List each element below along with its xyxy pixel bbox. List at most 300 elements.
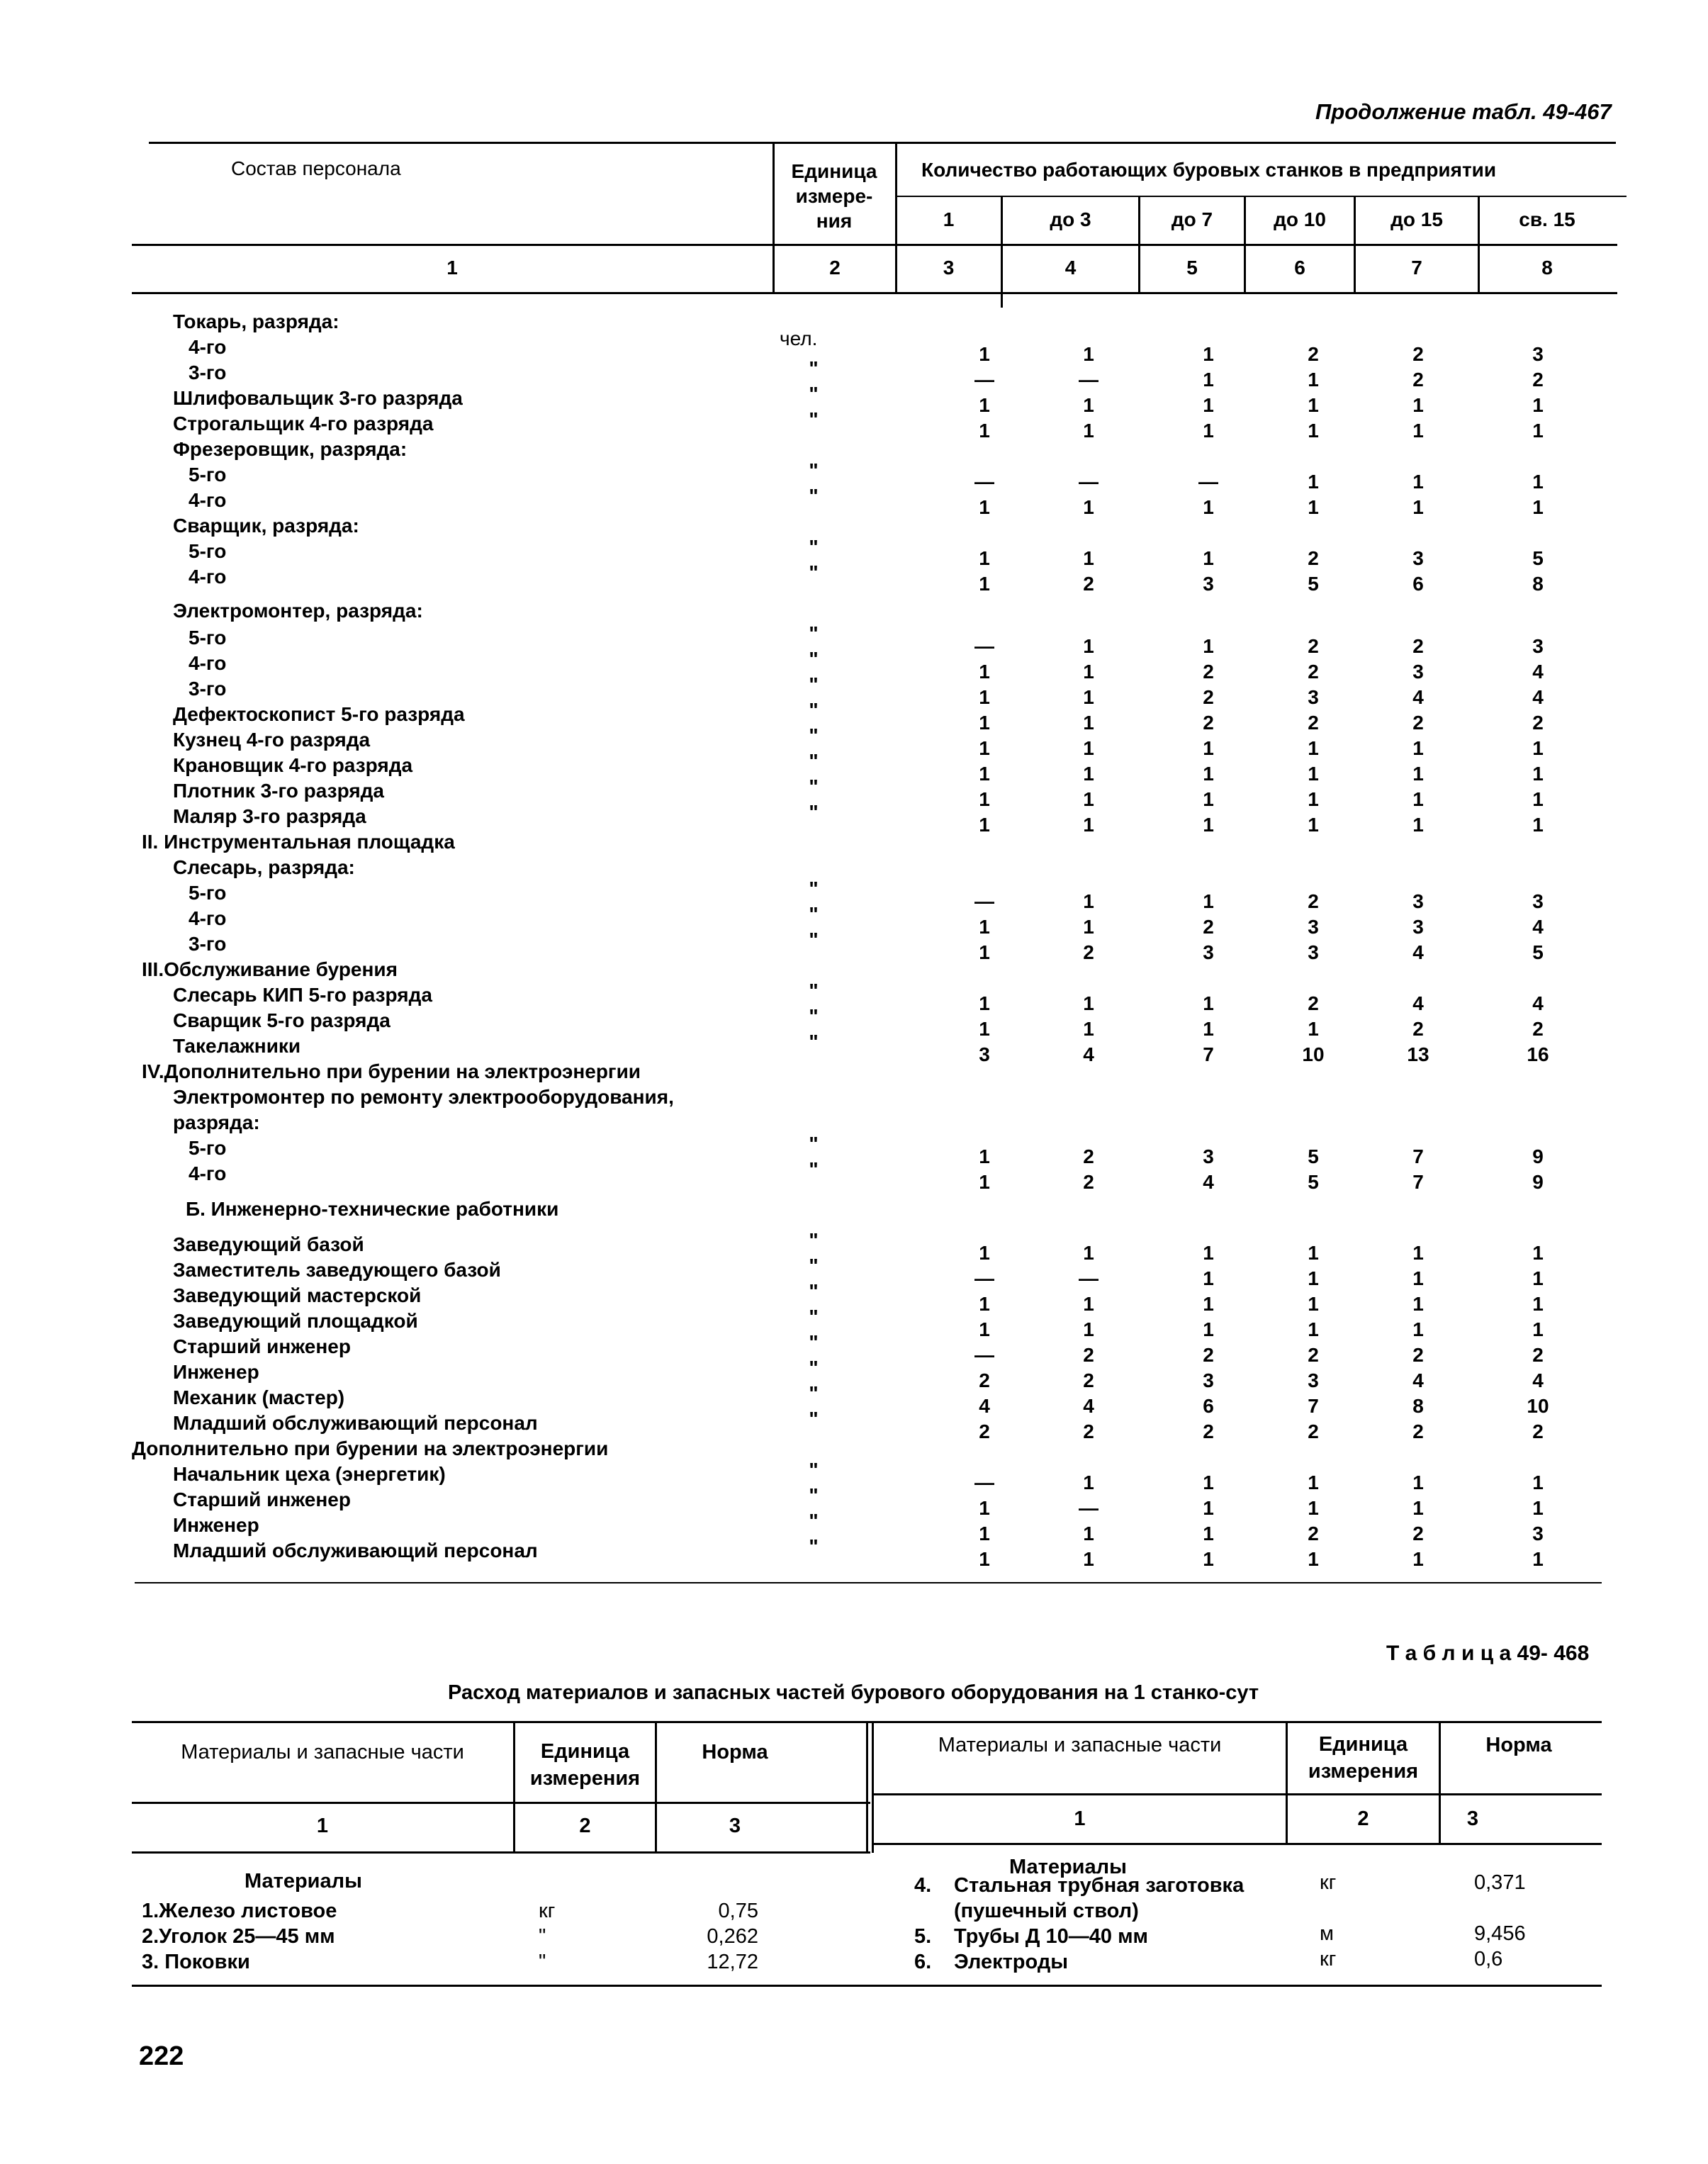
- cell-value: 4: [1412, 992, 1424, 1014]
- row-unit: ": [809, 1484, 819, 1506]
- table2-left-header-rule: [132, 1802, 870, 1804]
- table-row: [0, 750, 1708, 785]
- table-row: [0, 1331, 1708, 1366]
- cell-value: 1: [1532, 420, 1544, 442]
- row-label: разряда:: [173, 1111, 260, 1133]
- row-unit: ": [809, 1382, 819, 1404]
- cell-value: 1: [1308, 1548, 1319, 1570]
- row-unit: ": [809, 408, 819, 430]
- t2-left-number-3: 3: [729, 1815, 741, 1837]
- row-unit: чел.: [780, 327, 818, 349]
- row-label: Строгальщик 4-го разряда: [173, 413, 434, 435]
- table2-right-header-rule: [873, 1793, 1602, 1795]
- cell-value: 1: [1532, 471, 1544, 493]
- page-number: 222: [139, 2041, 184, 2071]
- cell-value: 4: [1203, 1171, 1214, 1193]
- cell-value: 1: [979, 1145, 990, 1167]
- cell-value: 1: [1203, 369, 1214, 391]
- row-label: 5-го: [189, 882, 227, 904]
- row-label: Фрезеровщик, разряда:: [173, 438, 408, 460]
- cell-value: 2: [1412, 635, 1424, 657]
- t2-right-row-num: 6.: [914, 1951, 932, 1973]
- cell-value: 3: [1532, 635, 1544, 657]
- row-label: Инженер: [173, 1361, 259, 1383]
- cell-value: 1: [1203, 763, 1214, 785]
- row-label: 4-го: [189, 907, 227, 929]
- t2-left-row-name: 2.Уголок 25—45 мм: [142, 1925, 335, 1948]
- cell-value: 4: [1532, 1369, 1544, 1391]
- cell-value: 1: [1203, 737, 1214, 759]
- row-label: Механик (мастер): [173, 1386, 345, 1408]
- cell-value: 1: [1308, 788, 1319, 810]
- cell-value: 1: [1203, 788, 1214, 810]
- cell-value: 16: [1527, 1043, 1549, 1065]
- cell-value: 1: [1308, 1497, 1319, 1519]
- row-label: Старший инженер: [173, 1335, 351, 1357]
- row-label: 4-го: [189, 652, 227, 674]
- cell-value: 1: [1412, 763, 1424, 785]
- cell-value: 1: [1308, 420, 1319, 442]
- cell-value: 1: [1308, 369, 1319, 391]
- cell-value: 5: [1308, 573, 1319, 595]
- cell-value: 4: [1083, 1043, 1094, 1065]
- table-row: [0, 438, 1708, 464]
- cell-value: 3: [1412, 547, 1424, 569]
- row-label: Заведующий площадкой: [173, 1310, 418, 1332]
- row-label: Шлифовальщик 3-го разряда: [173, 387, 463, 409]
- row-label: 3-го: [189, 933, 227, 955]
- cell-value: 1: [1308, 1267, 1319, 1289]
- row-label: 5-го: [189, 464, 227, 486]
- cell-value: 1: [1412, 788, 1424, 810]
- cell-value: 1: [1083, 890, 1094, 912]
- cell-value: 1: [1083, 992, 1094, 1014]
- table-row: [0, 903, 1708, 938]
- cell-value: 2: [1083, 941, 1094, 963]
- t2-left-row-name: 3. Поковки: [142, 1951, 250, 1973]
- cell-value: 1: [979, 1018, 990, 1040]
- t2-right-header-unit: Единица измерения: [1308, 1733, 1419, 1783]
- table-row: [0, 408, 1708, 442]
- row-unit: ": [809, 485, 819, 507]
- row-label: 5-го: [189, 1137, 227, 1159]
- table1-group-rule: [897, 196, 1626, 197]
- t2-left-number-2: 2: [579, 1815, 591, 1837]
- table-row: [0, 929, 1708, 963]
- cell-value: 1: [1083, 814, 1094, 836]
- cell-value: 4: [1532, 916, 1544, 938]
- cell-value: 1: [1083, 788, 1094, 810]
- table2-right-number-rule: [873, 1843, 1602, 1845]
- row-unit: ": [809, 980, 819, 1002]
- cell-value: 1: [1308, 496, 1319, 518]
- cell-value: 2: [1412, 712, 1424, 734]
- row-unit: ": [809, 878, 819, 899]
- row-label: Кузнец 4-го разряда: [173, 729, 371, 751]
- cell-value: 1: [1083, 1018, 1094, 1040]
- table-row: [0, 383, 1708, 416]
- table-row: [0, 673, 1708, 708]
- cell-value: 3: [1308, 1369, 1319, 1391]
- t2-right-number-3: 3: [1466, 1807, 1479, 1830]
- cell-value: 2: [979, 1420, 990, 1442]
- cell-value: 1: [979, 916, 990, 938]
- t2-right-number-2: 2: [1357, 1807, 1369, 1830]
- cell-value: —: [1079, 369, 1099, 391]
- number-col-5: 5: [1186, 257, 1198, 279]
- t2-left-number-1: 1: [316, 1815, 329, 1837]
- cell-value: 2: [1532, 1018, 1544, 1040]
- cell-value: 3: [1203, 573, 1214, 595]
- cell-value: 2: [1308, 1344, 1319, 1366]
- row-unit: ": [809, 536, 819, 558]
- table-row: [0, 980, 1708, 1014]
- cell-value: 3: [1203, 941, 1214, 963]
- cell-value: 1: [979, 1548, 990, 1570]
- cell-value: 1: [979, 992, 990, 1014]
- row-label: 5-го: [189, 627, 227, 649]
- row-unit: ": [809, 1133, 819, 1155]
- cell-value: 2: [1532, 1344, 1544, 1366]
- row-unit: ": [809, 1510, 819, 1532]
- t2-left-header-materials: Материалы и запасные части: [181, 1741, 464, 1764]
- cell-value: 1: [1203, 1548, 1214, 1570]
- table-row: [0, 1060, 1708, 1086]
- cell-value: 2: [1308, 661, 1319, 683]
- cell-value: 2: [1412, 1018, 1424, 1040]
- cell-value: 1: [1083, 343, 1094, 365]
- t2-left-section: Материалы: [245, 1870, 362, 1893]
- row-label: III.Обслуживание бурения: [142, 958, 398, 980]
- table-row: [0, 1158, 1708, 1193]
- row-label: 5-го: [189, 540, 227, 562]
- table-row: [0, 878, 1708, 912]
- cell-value: 1: [1083, 1548, 1094, 1570]
- row-label: Плотник 3-го разряда: [173, 780, 385, 802]
- cell-value: 1: [1083, 394, 1094, 416]
- table-row: [0, 600, 1708, 625]
- table-row: [0, 357, 1708, 391]
- cell-value: 1: [1412, 394, 1424, 416]
- row-unit: ": [809, 357, 819, 379]
- table-row: [0, 459, 1708, 493]
- cell-value: 1: [1308, 1018, 1319, 1040]
- cell-value: —: [974, 471, 994, 493]
- row-unit: ": [809, 648, 819, 670]
- cell-value: 1: [979, 814, 990, 836]
- cell-value: 1: [1532, 1548, 1544, 1570]
- cell-value: 2: [1412, 1420, 1424, 1442]
- table-row: [0, 1408, 1708, 1442]
- cell-value: 1: [1203, 1497, 1214, 1519]
- cell-value: 1: [979, 1171, 990, 1193]
- cell-value: 3: [979, 1043, 990, 1065]
- cell-value: 1: [1083, 763, 1094, 785]
- cell-value: 2: [1203, 916, 1214, 938]
- row-unit: ": [809, 1031, 819, 1053]
- cell-value: 3: [1308, 941, 1319, 963]
- header-col-1: 1: [943, 208, 955, 230]
- cell-value: 1: [1203, 992, 1214, 1014]
- cell-value: 1: [1308, 471, 1319, 493]
- cell-value: 1: [1083, 420, 1094, 442]
- cell-value: 1: [1308, 814, 1319, 836]
- row-unit: ": [809, 383, 819, 405]
- cell-value: 1: [1203, 1293, 1214, 1315]
- cell-value: 1: [1203, 1018, 1214, 1040]
- cell-value: 2: [1308, 992, 1319, 1014]
- header-staff: Состав персонала: [231, 157, 401, 179]
- row-unit: ": [809, 724, 819, 746]
- table-row: [0, 1437, 1708, 1463]
- cell-value: 1: [1308, 737, 1319, 759]
- cell-value: 3: [1412, 916, 1424, 938]
- row-label: Такелажники: [173, 1035, 301, 1057]
- row-label: Младший обслуживающий персонал: [173, 1412, 538, 1434]
- cell-value: 1: [979, 686, 990, 708]
- cell-value: 1: [1203, 496, 1214, 518]
- cell-value: 1: [1412, 1471, 1424, 1493]
- cell-value: —: [974, 635, 994, 657]
- table2-title: Расход материалов и запасных частей бурового оборудования на 1 станко-сут: [448, 1681, 1259, 1704]
- row-label: Слесарь, разряда:: [173, 856, 355, 878]
- cell-value: 1: [1412, 496, 1424, 518]
- table-row: [0, 1510, 1708, 1544]
- cell-value: 3: [1532, 343, 1544, 365]
- table-row: [0, 1357, 1708, 1391]
- cell-value: 1: [1532, 1242, 1544, 1264]
- cell-value: 2: [1412, 343, 1424, 365]
- cell-value: 4: [1532, 661, 1544, 683]
- cell-value: 2: [1532, 369, 1544, 391]
- cell-value: —: [1079, 1497, 1099, 1519]
- number-col-6: 6: [1294, 257, 1305, 279]
- t2-right-row-name: Стальная трубная заготовка: [954, 1874, 1245, 1897]
- row-label: 4-го: [189, 566, 227, 588]
- cell-value: 2: [1083, 573, 1094, 595]
- cell-value: 1: [1412, 420, 1424, 442]
- cell-value: —: [974, 1471, 994, 1493]
- row-label: 4-го: [189, 336, 227, 358]
- cell-value: 2: [1203, 661, 1214, 683]
- cell-value: 2: [1308, 635, 1319, 657]
- cell-value: 1: [979, 712, 990, 734]
- cell-value: 8: [1532, 573, 1544, 595]
- cell-value: 4: [1412, 686, 1424, 708]
- cell-value: —: [974, 890, 994, 912]
- cell-value: 4: [1083, 1395, 1094, 1417]
- cell-value: 1: [979, 1497, 990, 1519]
- number-col-3: 3: [943, 257, 955, 279]
- cell-value: 1: [1308, 1318, 1319, 1340]
- t2-left-row-unit: ": [539, 1951, 546, 1973]
- cell-value: 1: [1532, 496, 1544, 518]
- cell-value: —: [974, 369, 994, 391]
- cell-value: 1: [1203, 547, 1214, 569]
- cell-value: 1: [1308, 394, 1319, 416]
- cell-value: 1: [1532, 1267, 1544, 1289]
- row-label: Сварщик, разряда:: [173, 515, 359, 537]
- cell-value: 1: [979, 573, 990, 595]
- cell-value: 1: [1412, 1267, 1424, 1289]
- table-row: [0, 1306, 1708, 1340]
- table2-left-number-rule: [132, 1851, 870, 1854]
- row-label: Б. Инженерно-технические работники: [186, 1198, 559, 1220]
- header-unit: Единица измере- ния: [791, 160, 877, 232]
- cell-value: 3: [1532, 890, 1544, 912]
- row-unit: ": [809, 903, 819, 925]
- cell-value: 1: [1083, 547, 1094, 569]
- cell-value: 1: [1412, 1293, 1424, 1315]
- row-unit: ": [809, 459, 819, 481]
- table-row: [0, 561, 1708, 595]
- cell-value: 2: [1412, 1523, 1424, 1544]
- cell-value: 1: [979, 343, 990, 365]
- t2-right-row-name: Электроды: [954, 1951, 1069, 1973]
- cell-value: 1: [979, 788, 990, 810]
- cell-value: 2: [1308, 890, 1319, 912]
- cell-value: 1: [979, 547, 990, 569]
- cell-value: 1: [1532, 737, 1544, 759]
- cell-value: 7: [1203, 1043, 1214, 1065]
- t2-left-row-norm: 0,75: [718, 1900, 758, 1922]
- table-row: [0, 1382, 1708, 1417]
- cell-value: 1: [1203, 1267, 1214, 1289]
- table-row: [0, 1086, 1708, 1111]
- cell-value: 3: [1412, 890, 1424, 912]
- table-row: [0, 327, 1708, 365]
- cell-value: 1: [1412, 1548, 1424, 1570]
- table-row: [0, 1535, 1708, 1570]
- t2-left-row-unit: кг: [539, 1900, 556, 1922]
- row-label: Начальник цеха (энергетик): [173, 1463, 446, 1485]
- cell-value: 1: [979, 763, 990, 785]
- row-label: Электромонтер, разряда:: [173, 600, 423, 622]
- table-row: [0, 485, 1708, 518]
- row-label: Инженер: [173, 1514, 259, 1536]
- table-row: [0, 1459, 1708, 1493]
- cell-value: 1: [979, 1318, 990, 1340]
- cell-value: 9: [1532, 1145, 1544, 1167]
- header-col-4: до 10: [1274, 208, 1326, 230]
- row-label: Сварщик 5-го разряда: [173, 1009, 391, 1031]
- header-count-group: Количество работающих буровых станков в предприятии: [921, 159, 1497, 181]
- cell-value: 1: [1083, 496, 1094, 518]
- row-unit: ": [809, 1229, 819, 1251]
- t2-left-row-norm: 0,262: [707, 1925, 758, 1948]
- cell-value: 2: [1083, 1145, 1094, 1167]
- table-row: [0, 801, 1708, 836]
- row-unit: ": [809, 750, 819, 772]
- t2-right-row-norm: 0,6: [1474, 1948, 1503, 1970]
- cell-value: 4: [1412, 941, 1424, 963]
- cell-value: 1: [1203, 1318, 1214, 1340]
- cell-value: 1: [979, 1242, 990, 1264]
- table-row: [0, 1111, 1708, 1137]
- table-row: [0, 724, 1708, 759]
- row-unit: ": [809, 1158, 819, 1180]
- header-col-6: св. 15: [1519, 208, 1575, 230]
- table-row: [0, 1031, 1708, 1065]
- cell-value: 10: [1527, 1395, 1549, 1417]
- cell-value: 1: [1308, 763, 1319, 785]
- cell-value: 1: [1532, 1293, 1544, 1315]
- row-label: IV.Дополнительно при бурении на электроэнергии: [142, 1060, 641, 1082]
- cell-value: 1: [1083, 916, 1094, 938]
- cell-value: 1: [979, 394, 990, 416]
- cell-value: 2: [1203, 1420, 1214, 1442]
- table-row: [0, 1280, 1708, 1315]
- cell-value: 1: [1308, 1471, 1319, 1493]
- cell-value: 2: [1308, 343, 1319, 365]
- cell-value: 1: [1412, 1497, 1424, 1519]
- t2-right-row-unit: кг: [1320, 1948, 1337, 1970]
- cell-value: 2: [979, 1369, 990, 1391]
- cell-value: 1: [1203, 394, 1214, 416]
- cell-value: 1: [1203, 1242, 1214, 1264]
- cell-value: 1: [979, 941, 990, 963]
- cell-value: —: [974, 1344, 994, 1366]
- cell-value: 3: [1203, 1145, 1214, 1167]
- number-col-1: 1: [446, 257, 458, 279]
- cell-value: 1: [979, 737, 990, 759]
- row-label: Крановщик 4-го разряда: [173, 754, 413, 776]
- t2-right-row-num: 4.: [914, 1874, 932, 1897]
- cell-value: 8: [1412, 1395, 1424, 1417]
- cell-value: 2: [1412, 1344, 1424, 1366]
- cell-value: 2: [1203, 712, 1214, 734]
- table-continuation-label: Продолжение табл. 49-467: [1315, 99, 1612, 124]
- row-label: Маляр 3-го разряда: [173, 805, 366, 827]
- cell-value: 1: [1083, 1471, 1094, 1493]
- table2-bottom-rule: [132, 1985, 1602, 1987]
- cell-value: 2: [1083, 1344, 1094, 1366]
- row-label: Токарь, разряда:: [173, 310, 339, 332]
- cell-value: 10: [1302, 1043, 1325, 1065]
- row-label: Заместитель заведующего базой: [173, 1259, 501, 1281]
- cell-value: 3: [1308, 686, 1319, 708]
- t2-left-header-norm: Норма: [702, 1741, 768, 1764]
- cell-value: 1: [1083, 635, 1094, 657]
- row-unit: ": [809, 1331, 819, 1353]
- cell-value: 1: [1412, 737, 1424, 759]
- cell-value: 1: [1203, 420, 1214, 442]
- cell-value: 1: [1532, 814, 1544, 836]
- cell-value: 3: [1412, 661, 1424, 683]
- row-unit: ": [809, 929, 819, 951]
- table-row: [0, 1255, 1708, 1289]
- cell-value: 1: [1532, 1497, 1544, 1519]
- cell-value: 7: [1412, 1171, 1424, 1193]
- cell-value: —: [1079, 1267, 1099, 1289]
- cell-value: —: [1198, 471, 1218, 493]
- cell-value: 7: [1412, 1145, 1424, 1167]
- cell-value: 1: [1083, 1523, 1094, 1544]
- cell-value: 9: [1532, 1171, 1544, 1193]
- cell-value: 1: [1412, 1242, 1424, 1264]
- table-row: [0, 856, 1708, 882]
- cell-value: 3: [1308, 916, 1319, 938]
- cell-value: 2: [1308, 712, 1319, 734]
- cell-value: 1: [1308, 1242, 1319, 1264]
- header-col-3: до 7: [1171, 208, 1213, 230]
- cell-value: 1: [1203, 814, 1214, 836]
- cell-value: 1: [1532, 1318, 1544, 1340]
- table-row: [0, 775, 1708, 810]
- row-unit: ": [809, 561, 819, 583]
- cell-value: 1: [1412, 471, 1424, 493]
- t2-right-row-unit: кг: [1320, 1871, 1337, 1894]
